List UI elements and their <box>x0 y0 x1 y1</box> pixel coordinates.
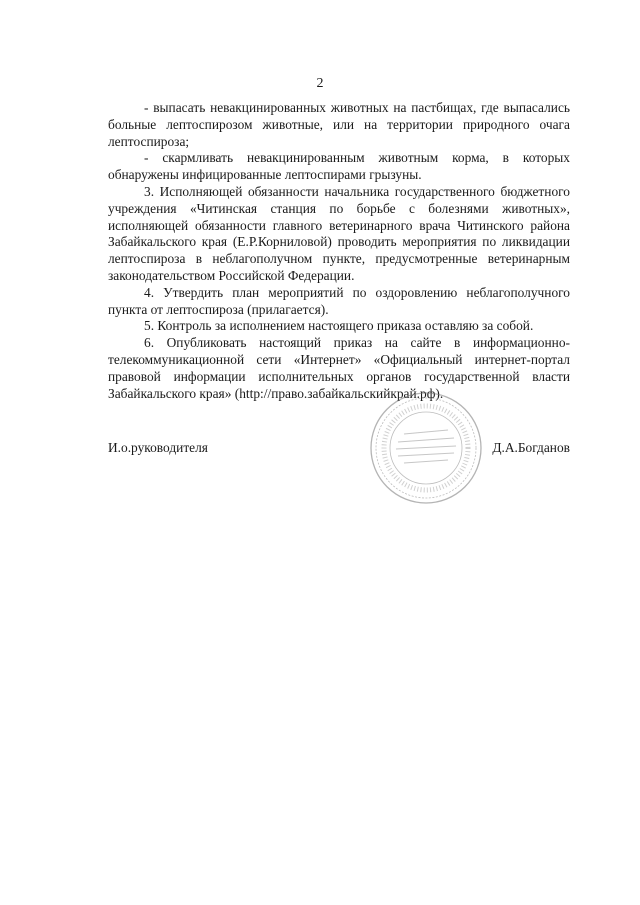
official-seal-stamp <box>368 390 484 506</box>
paragraph-item-3: 3. Исполняющей обязанности начальника государственного бюджетного учреждения «Читинская станция по борьбе с болезнями животных», исполняющей обязанности главного ветеринарного врача Читинского района Забайкальского края (Е.Р.Корниловой) проводить мероприятия по ликвидации лептоспироза в неблагополучном пункте, предусмотренные ветеринарным законодательством Российской Федерации. <box>108 183 570 283</box>
paragraph-prohibition-feeding: - скармливать невакцинированным животным корма, в которых обнаружены инфицированные лептоспирами грызуны. <box>108 150 570 183</box>
paragraph-prohibition-grazing: - выпасать невакцинированных животных на пастбищах, где выпасались больные лептоспирозом животные, или на территории природного очага лептоспироза; <box>108 100 570 149</box>
signatory-name: Д.А.Богданов <box>492 440 570 455</box>
signature-block <box>108 440 570 460</box>
paragraph-item-5: 5. Контроль за исполнением настоящего приказа оставляю за собой. <box>144 318 534 334</box>
paragraph-item-4: 4. Утвердить план мероприятий по оздоровлению неблагополучного пункта от лептоспироза (прилагается). <box>108 284 570 317</box>
paragraph-item-6: 6. Опубликовать настоящий приказ на сайте в информационно-телекоммуникационной сети «Интернет» «Официальный интернет-портал правовой информации исполнительных органов государственной власти Забайкальского края» (http://право.забайкальскийкрай.рф). <box>108 335 570 401</box>
page-number: 2 <box>316 76 324 91</box>
document-body <box>108 100 570 402</box>
signatory-title: И.о.руководителя <box>108 440 208 455</box>
